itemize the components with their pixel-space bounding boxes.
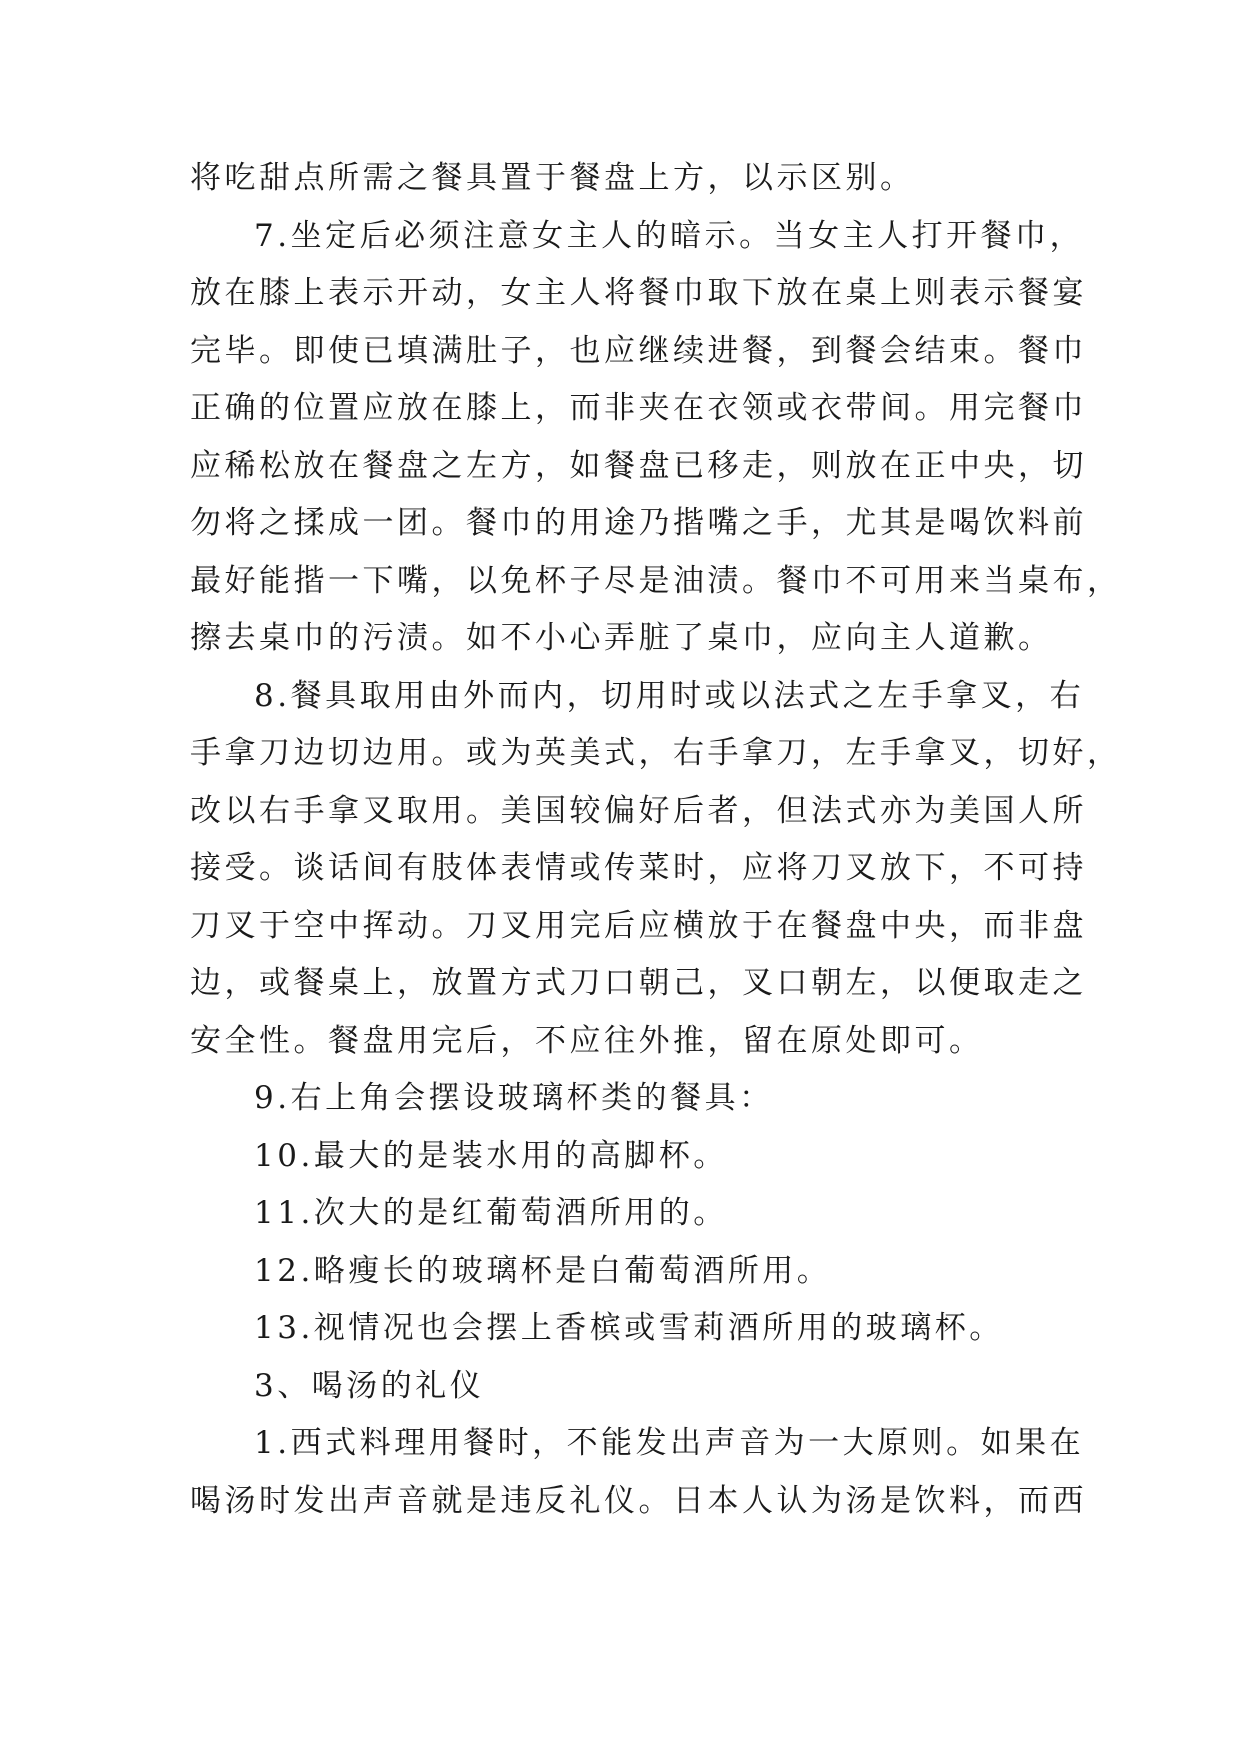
text-line: 擦去桌巾的污渍。如不小心弄脏了桌巾，应向主人道歉。 (190, 620, 1053, 656)
text-line: 安全性。餐盘用完后，不应往外推，留在原处即可。 (190, 1022, 984, 1059)
text-line: 边，或餐桌上，放置方式刀口朝己，叉口朝左，以便取走之 (190, 965, 1087, 1001)
text-line: 放在膝上表示开动，女主人将餐巾取下放在桌上则表示餐宴 (190, 275, 1087, 311)
text-line: 10.最大的是装水用的高脚杯。 (254, 1137, 728, 1174)
text-line: 13.视情况也会摆上香槟或雪莉酒所用的玻璃杯。 (254, 1310, 1004, 1346)
text-line: 接受。谈话间有肢体表情或传菜时，应将刀叉放下，不可持 (190, 850, 1087, 886)
text-line: 应稀松放在餐盘之左方，如餐盘已移走，则放在正中央，切 (190, 447, 1087, 484)
text-line: 刀叉于空中挥动。刀叉用完后应横放于在餐盘中央，而非盘 (190, 907, 1087, 944)
text-line: 将吃甜点所需之餐具置于餐盘上方，以示区别。 (190, 160, 915, 196)
text-line: 8.餐具取用由外而内，切用时或以法式之左手拿叉，右 (254, 677, 1085, 714)
text-line: 改以右手拿叉取用。美国较偏好后者，但法式亦为美国人所 (190, 792, 1087, 829)
text-line: 正确的位置应放在膝上，而非夹在衣领或衣带间。用完餐巾 (190, 390, 1087, 426)
text-line: 喝汤时发出声音就是违反礼仪。日本人认为汤是饮料，而西 (190, 1482, 1087, 1519)
section-heading: 3、喝汤的礼仪 (254, 1367, 485, 1404)
document-body (190, 150, 1122, 1530)
text-line: 12.略瘦长的玻璃杯是白葡萄酒所用。 (254, 1252, 832, 1289)
text-line: 完毕。即使已填满肚子，也应继续进餐，到餐会结束。餐巾 (190, 332, 1087, 369)
text-line: 9.右上角会摆设玻璃杯类的餐具： (254, 1080, 774, 1116)
text-line: 1.西式料理用餐时，不能发出声音为一大原则。如果在 (254, 1425, 1085, 1461)
text-line: 勿将之揉成一团。餐巾的用途乃揩嘴之手，尤其是喝饮料前 (190, 505, 1087, 541)
text-line: 11.次大的是红葡萄酒所用的。 (254, 1195, 728, 1231)
text-line: 手拿刀边切边用。或为英美式，右手拿刀，左手拿叉，切好， (190, 735, 1122, 771)
text-line: 最好能揩一下嘴，以免杯子尽是油渍。餐巾不可用来当桌布， (190, 562, 1122, 599)
text-line: 7.坐定后必须注意女主人的暗示。当女主人打开餐巾， (254, 217, 1085, 254)
